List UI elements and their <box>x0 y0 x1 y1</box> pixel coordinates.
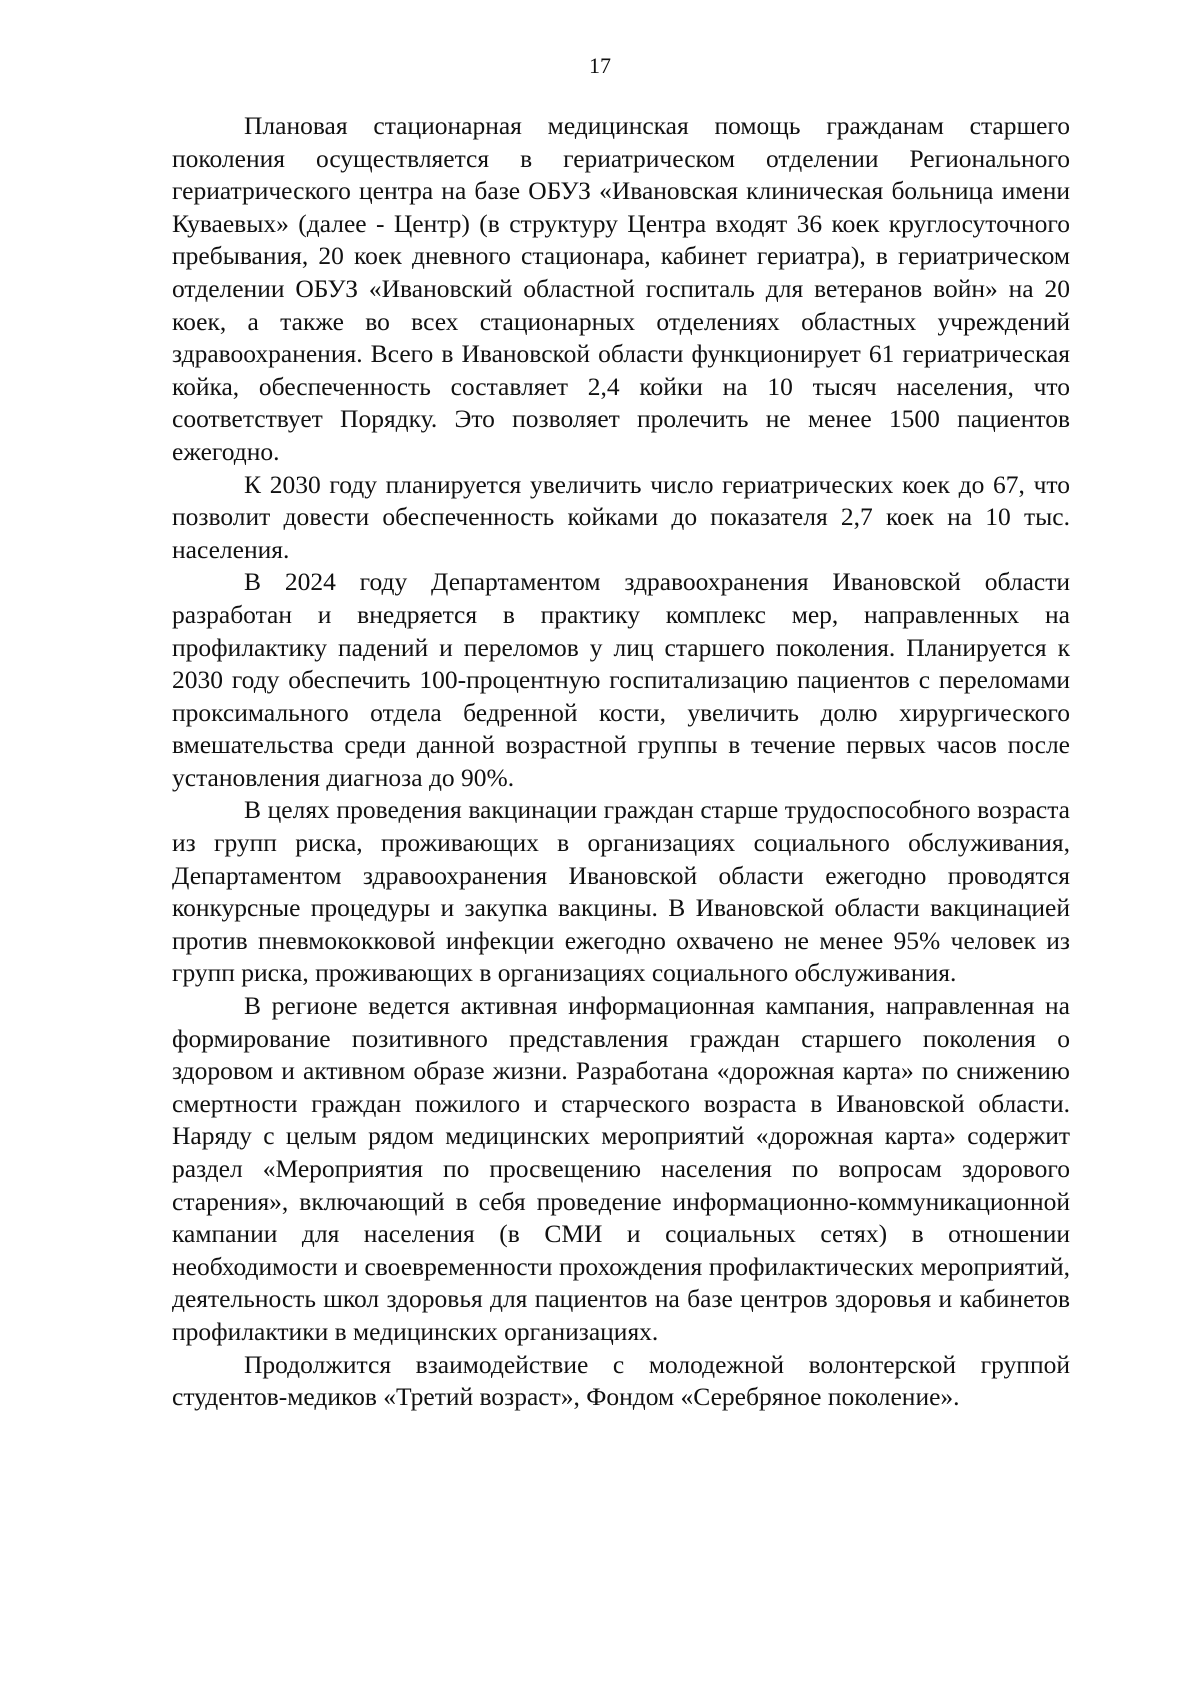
paragraph-volunteer-cooperation: Продолжится взаимодействие с молодежной волонтерской группой студентов-медиков «Третий возраст», Фондом «Серебряное поколение». <box>172 1349 1070 1412</box>
paragraph-bed-increase-2030: К 2030 году планируется увеличить число гериатрических коек до 67, что позволит довести обеспеченность койками до показателя 2,7 коек на 10 тыс. населения. <box>172 469 1070 564</box>
paragraph-vaccination: В целях проведения вакцинации граждан старше трудоспособного возраста из групп риска, проживающих в организациях социального обслуживания, Департаментом здравоохранения Ивановской области ежегодно проводятся конкурсные процедуры и закупка вакцины. В Ивановской области вакцинацией против пневмококковой инфекции ежегодно охвачено не менее 95% человек из групп риска, проживающих в организациях социального обслуживания. <box>172 795 1070 988</box>
paragraph-geriatric-care: Плановая стационарная медицинская помощь гражданам старшего поколения осуществляется в гериатрическом отделении Регионального гериатрического центра на базе ОБУЗ «Ивановская клиническая больница имени Куваевых» (далее - Центр) (в структуру Центра входят 36 коек круглосуточного пребывания, 20 коек дневного стационара, кабинет гериатра), в гериатрическом отделении ОБУЗ «Ивановский областной госпиталь для ветеранов войн» на 20 коек, а также во всех стационарных отделениях областных учреждений здравоохранения. Всего в Ивановской области функционирует 61 гериатрическая койка, обеспеченность составляет 2,4 койки на 10 тысяч населения, что соответствует Порядку. Это позволяет пролечить не менее 1500 пациентов ежегодно. <box>172 111 1070 466</box>
paragraph-information-campaign: В регионе ведется активная информационная кампания, направленная на формирование позитивного представления граждан старшего поколения о здоровом и активном образе жизни. Разработана «дорожная карта» по снижению смертности граждан пожилого и старческого возраста в Ивановской области. Наряду с целым рядом медицинских мероприятий «дорожная карта» содержит раздел «Мероприятия по просвещению населения по вопросам здорового старения», включающий в себя проведение информационно-коммуникационной кампании для населения (в СМИ и социальных сетях) в отношении необходимости и своевременности прохождения профилактических мероприятий, деятельность школ здоровья для пациентов на базе центров здоровья и кабинетов профилактики в медицинских организациях. <box>172 991 1070 1346</box>
paragraph-fall-prevention: В 2024 году Департаментом здравоохранения Ивановской области разработан и внедряется в практику комплекс мер, направленных на профилактику падений и переломов у лиц старшего поколения. Планируется к 2030 году обеспечить 100-процентную госпитализацию пациентов с переломами проксимального отдела бедренной кости, увеличить долю хирургического вмешательства среди данной возрастной группы в течение первых часов после установления диагноза до 90%. <box>172 567 1070 792</box>
document-body <box>172 110 1070 1414</box>
page-number: 17 <box>589 53 611 78</box>
